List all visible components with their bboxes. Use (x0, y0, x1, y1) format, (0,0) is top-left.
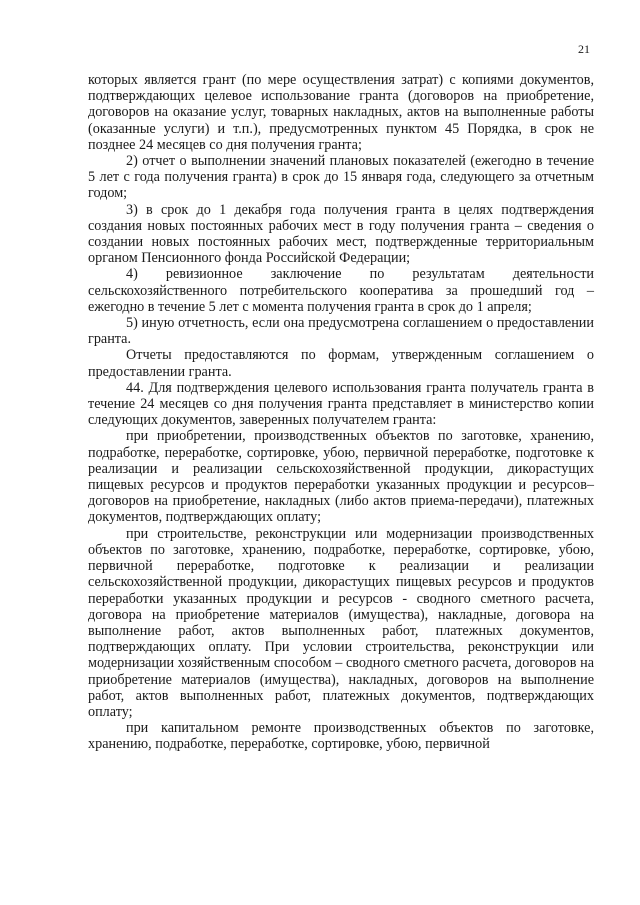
paragraph-item-3: 3) в срок до 1 декабря года получения гранта в целях подтверждения создания новых постоянных рабочих мест в году получения гранта – сведения о создании новых постоянных рабочих мест, подтвержденные территориальным органом Пенсионного фонда Российской Федерации; (88, 201, 594, 267)
paragraph-item-2: 2) отчет о выполнении значений плановых показателей (ежегодно в течение 5 лет с года получения гранта) в срок до 15 января года, следующего за отчетным годом; (88, 153, 594, 202)
paragraph-acquisition: при приобретении, производственных объектов по заготовке, хранению, подработке, переработке, сортировке, убою, первичной переработке, подготовке к реализации и реализации сельскохозяйственной продукции, дикорастущих пищевых ресурсов и продуктов переработки указанных продукции и ресурсов– договоров на приобретение, накладных (либо актов приема-передачи), платежных документов, подтверждающих оплату; (88, 428, 594, 526)
paragraph-item-4: 4) ревизионное заключение по результатам деятельности сельскохозяйственного потребительского кооператива за прошедший год – ежегодно в течение 5 лет с момента получения гранта в срок до 1 апреля; (88, 266, 594, 315)
paragraph-continuation: которых является грант (по мере осуществления затрат) с копиями документов, подтверждающих целевое использование гранта (договоров на приобретение, договоров на оказание услуг, товарных накладных, актов на выполненные работы (оказанные услуги) и т.п.), предусмотренных пунктом 45 Порядка, в срок не позднее 24 месяцев со дня получения гранта; (88, 72, 594, 153)
paragraph-44: 44. Для подтверждения целевого использования гранта получатель гранта в течение 24 месяцев со дня получения гранта представляет в министерство копии следующих документов, заверенных получателем гранта: (88, 379, 594, 429)
document-body (88, 72, 594, 753)
paragraph-construction: при строительстве, реконструкции или модернизации производственных объектов по заготовке, хранению, подработке, переработке, сортировке, убою, первичной переработке, подготовке к реализации и реализации сельскохозяйственной продукции, дикорастущих пищевых ресурсов и продуктов переработки указанных продукции и ресурсов - сводного сметного расчета, договора на приобретение материалов (имущества), накладные, договора на выполнение работ, актов выполненных работ, платежных документов, подтверждающих оплату. При условии строительства, реконструкции или модернизации хозяйственным способом – сводного сметного расчета, договоров на приобретение материалов (имущества), накладных, договоров на выполнение работ, актов выполненных работ, платежных документов, подтверждающих оплату; (88, 525, 594, 720)
page-number: 21 (578, 42, 590, 56)
paragraph-reports-forms: Отчеты предоставляются по формам, утвержденным соглашением о предоставлении гранта. (88, 347, 594, 380)
paragraph-item-5: 5) иную отчетность, если она предусмотрена соглашением о предоставлении гранта. (88, 315, 594, 348)
paragraph-capital-repair: при капитальном ремонте производственных объектов по заготовке, хранению, подработке, переработке, сортировке, убою, первичной (88, 720, 594, 753)
